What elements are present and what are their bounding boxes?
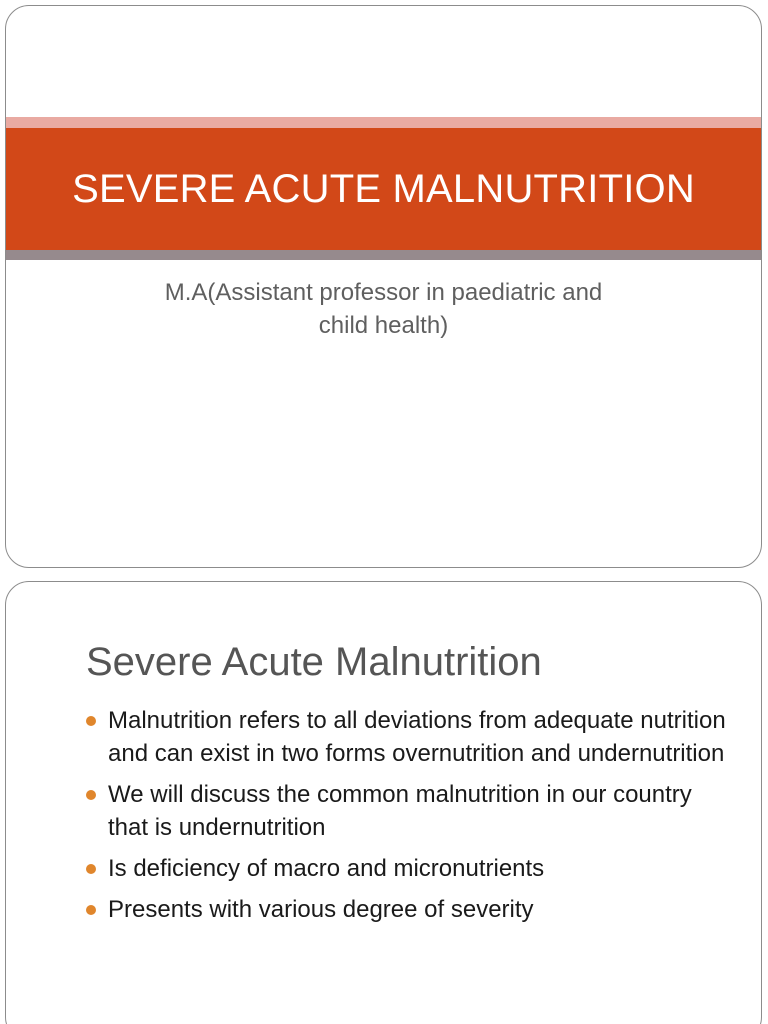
bullet-dot-icon	[86, 790, 96, 800]
list-item	[86, 852, 736, 885]
title-band-top-stripe	[6, 117, 761, 128]
list-item	[86, 893, 736, 926]
bullet-list	[86, 704, 736, 934]
slide-2	[5, 581, 762, 1024]
bullet-text: Presents with various degree of severity	[108, 896, 534, 923]
slide-1-title: SEVERE ACUTE MALNUTRITION	[72, 166, 695, 211]
slide-1	[5, 5, 762, 568]
slide-1-subtitle	[6, 276, 761, 342]
bullet-dot-icon	[86, 716, 96, 726]
bullet-text: Malnutrition refers to all deviations from adequate nutrition and can exist in two forms overnutrition and undernutrition	[108, 707, 726, 767]
list-item	[86, 778, 736, 844]
title-band-bottom-stripe	[6, 250, 761, 260]
bullet-dot-icon	[86, 864, 96, 874]
list-item	[86, 704, 736, 770]
bullet-text: Is deficiency of macro and micronutrients	[108, 855, 545, 882]
subtitle-line-1: M.A(Assistant professor in paediatric and	[164, 279, 603, 306]
slide-2-title: Severe Acute Malnutrition	[86, 640, 542, 684]
subtitle-line-2: child health)	[318, 312, 449, 339]
bullet-dot-icon	[86, 905, 96, 915]
bullet-text: We will discuss the common malnutrition in our country that is undernutrition	[108, 781, 692, 841]
